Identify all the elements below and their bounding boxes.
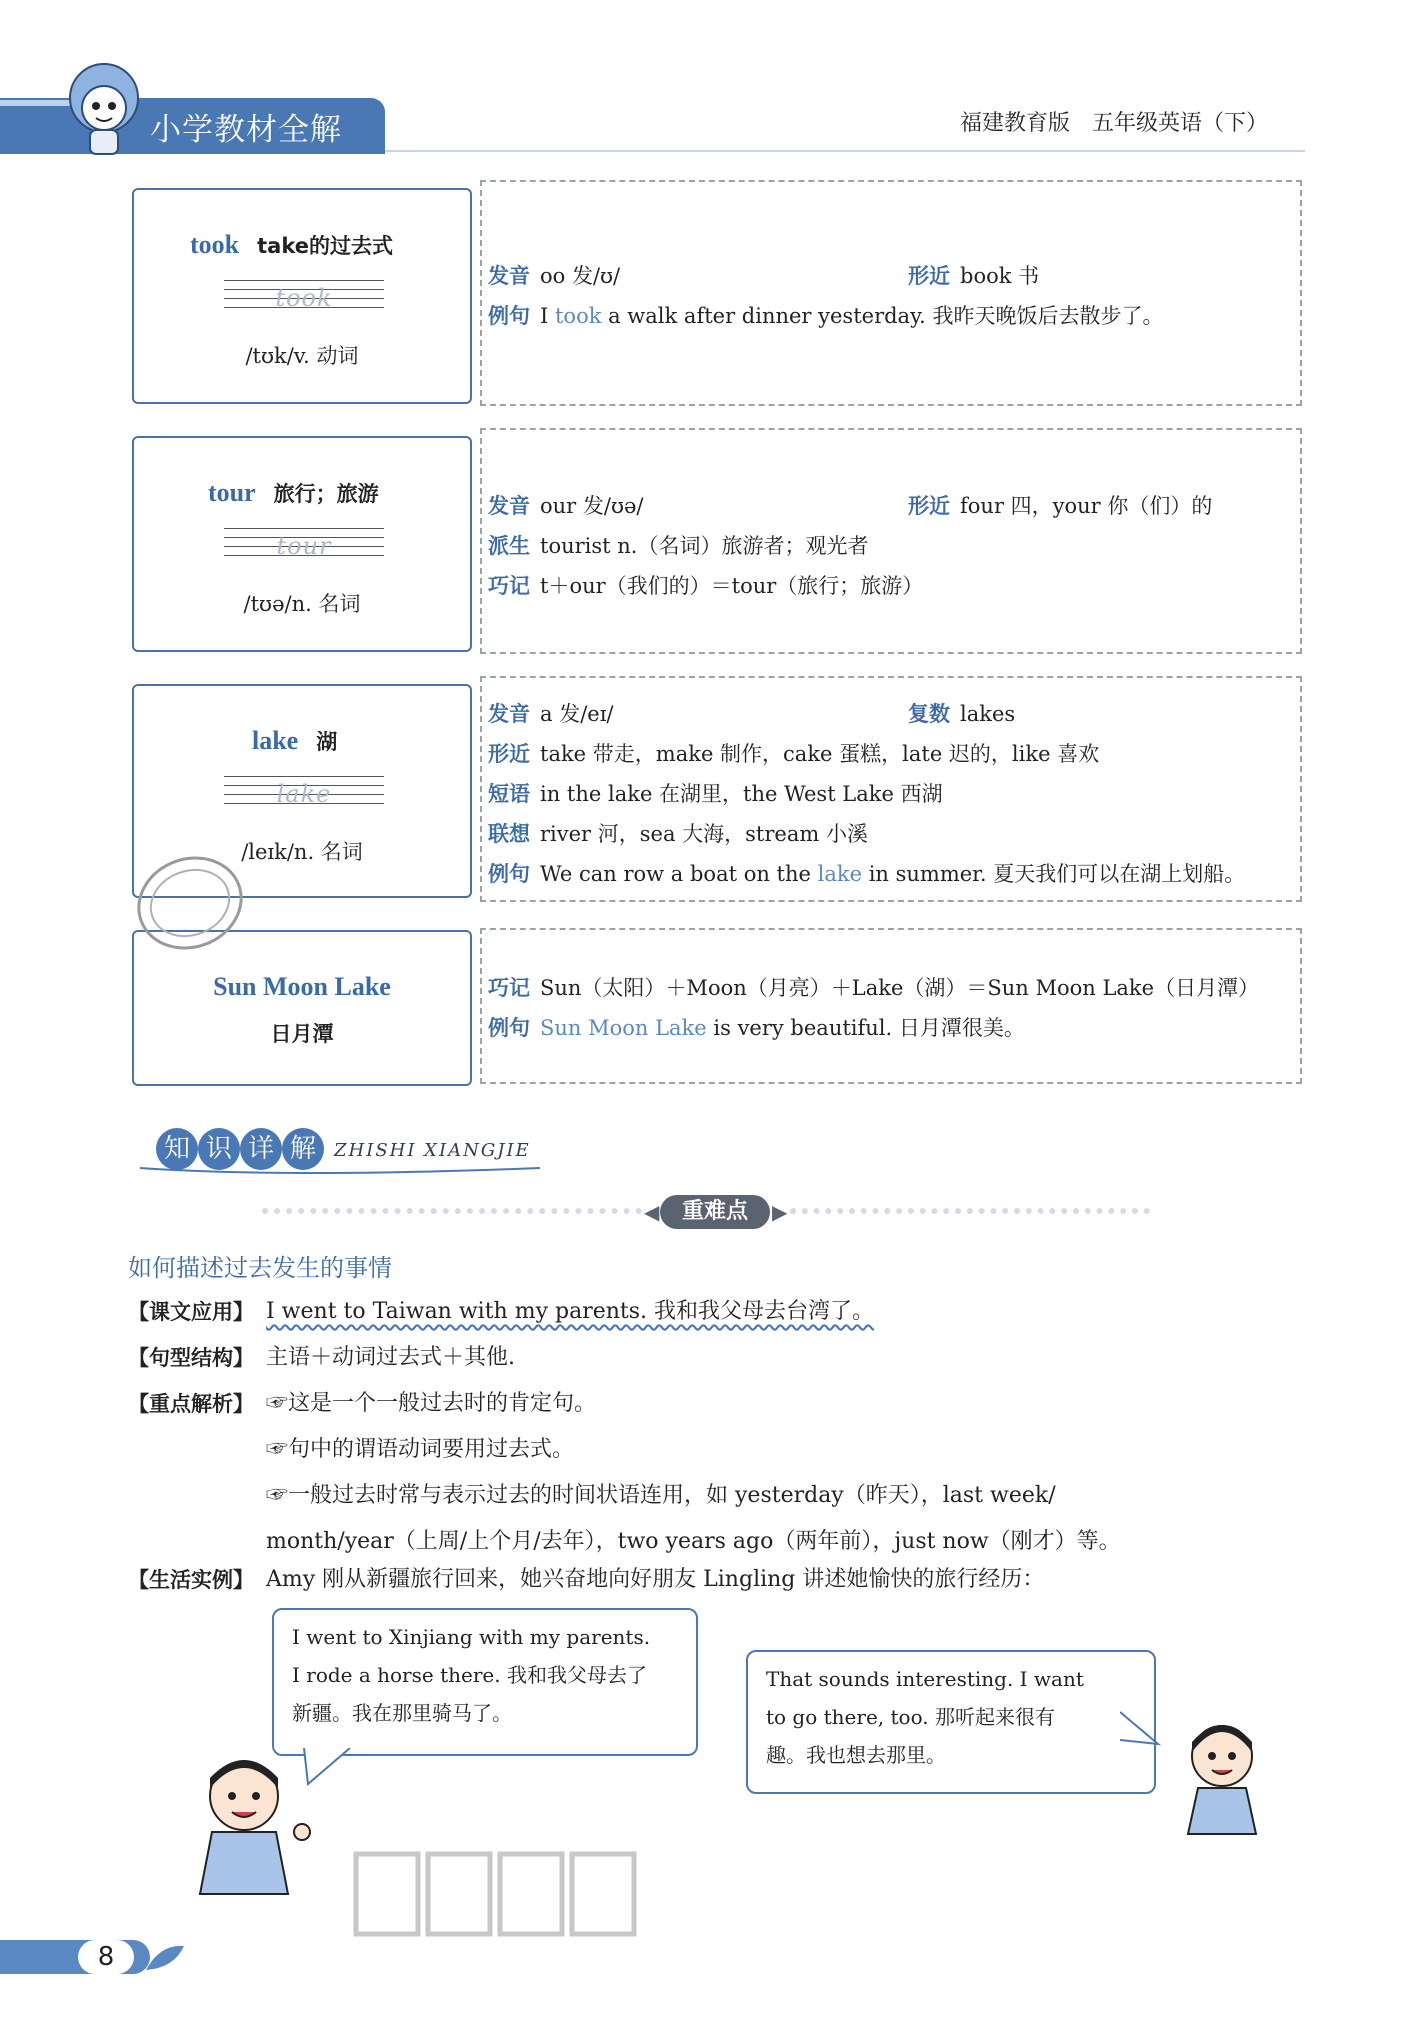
question-title: 如何描述过去发生的事情 xyxy=(128,1254,392,1282)
bubble-line: to go there, too. 那听起来很有 xyxy=(766,1705,1055,1729)
leaf-icon xyxy=(140,1940,190,1974)
bubble-line: I rode a horse there. 我和我父母去了 xyxy=(292,1663,647,1687)
bubble-line: 趣。我也想去那里。 xyxy=(766,1743,946,1767)
girl-lingling-illustration xyxy=(1172,1712,1272,1836)
key-analysis-3: ☞一般过去时常与表示过去的时间状语连用，如 yesterday（昨天），last week/ xyxy=(266,1483,1056,1508)
example-row: 例句 Sun Moon Lake is very beautiful. 日月潭很美。 xyxy=(488,1016,1025,1040)
bubble-tail-right xyxy=(1120,1708,1162,1752)
word: tour xyxy=(208,478,256,507)
detail-row: 发音 our 发/ʊə/ xyxy=(488,494,644,518)
example-row: 例句 We can row a boat on the lake in summer. 夏天我们可以在湖上划船。 xyxy=(488,862,1246,886)
word-meaning: 湖 xyxy=(316,730,338,754)
detail-row: 巧记 t＋our（我们的）＝tour（旅行；旅游） xyxy=(488,574,924,598)
bubble-line: I went to Xinjiang with my parents. xyxy=(292,1625,651,1649)
stamp-icon xyxy=(130,848,250,958)
tag-life-example: 【生活实例】 xyxy=(128,1568,254,1592)
example-row: 例句 I took a walk after dinner yesterday. 我昨天晚饭后去散步了。 xyxy=(488,304,1164,328)
bubble-line: 新疆。我在那里骑马了。 xyxy=(292,1701,512,1725)
key-analysis-1: ☞这是一个一般过去时的肯定句。 xyxy=(266,1391,597,1416)
key-analysis-3-cont: month/year（上周/上个月/去年），two years ago（两年前），just now（刚才）等。 xyxy=(266,1529,1121,1554)
handwriting: tour xyxy=(276,532,332,560)
book-title: 小学教材全解 xyxy=(150,112,342,148)
phonetic: /tʊə/n. 名词 xyxy=(243,592,361,616)
mascot-icon xyxy=(58,58,150,162)
word-meaning: 旅行；旅游 xyxy=(273,482,379,506)
detail-box-tour xyxy=(480,428,1302,654)
detail-row: 联想 river 河，sea 大海，stream 小溪 xyxy=(488,822,868,846)
life-example: Amy 刚从新疆旅行回来，她兴奋地向好朋友 Lingling 讲述她愉快的旅行经历： xyxy=(266,1567,1045,1592)
detail-row: 发音 a 发/eɪ/ xyxy=(488,702,614,726)
page-number: 8 xyxy=(78,1940,134,1974)
tag-sentence-structure: 【句型结构】 xyxy=(128,1346,254,1370)
detail-box-lake xyxy=(480,676,1302,902)
header-rule xyxy=(385,150,1305,152)
text-application: I went to Taiwan with my parents. 我和我父母去台湾了。 xyxy=(266,1299,875,1324)
section-char: 识 xyxy=(198,1128,240,1170)
detail-box-sun-moon-lake xyxy=(480,928,1302,1084)
copy-lines xyxy=(224,528,384,562)
word-card-took xyxy=(132,188,472,404)
copy-lines xyxy=(224,280,384,314)
section-pinyin: ZHISHI XIANGJIE xyxy=(334,1140,531,1161)
speech-bubble-right xyxy=(746,1650,1156,1794)
arrow-right-icon: ▶ xyxy=(772,1200,788,1224)
word-meaning: 日月潭 xyxy=(270,1022,334,1046)
section-char: 解 xyxy=(282,1128,324,1170)
handwriting: lake xyxy=(276,780,332,808)
tag-key-analysis: 【重点解析】 xyxy=(128,1392,254,1416)
word: lake xyxy=(252,726,299,755)
detail-row: 形近 four 四，your 你（们）的 xyxy=(908,494,1213,518)
bubble-line: That sounds interesting. I want xyxy=(766,1667,1084,1691)
section-char: 知 xyxy=(156,1128,198,1170)
watermark-logo xyxy=(350,1840,650,1950)
sentence-structure: 主语＋动词过去式＋其他. xyxy=(266,1345,515,1370)
copy-lines xyxy=(224,776,384,810)
arrow-left-icon: ◀ xyxy=(644,1200,660,1224)
section-char: 详 xyxy=(240,1128,282,1170)
detail-row: 形近 book 书 xyxy=(908,264,1040,288)
detail-row: 巧记 Sun（太阳）＋Moon（月亮）＋Lake（湖）＝Sun Moon Lake（日月潭） xyxy=(488,976,1260,1000)
detail-row: 形近 take 带走，make 制作，cake 蛋糕，late 迟的，like 喜欢 xyxy=(488,742,1100,766)
handwriting: took xyxy=(275,284,333,312)
detail-row: 派生 tourist n.（名词）旅游者；观光者 xyxy=(488,534,869,558)
tag-text-application: 【课文应用】 xyxy=(128,1300,254,1324)
word: Sun Moon Lake xyxy=(213,972,391,1001)
detail-box-took xyxy=(480,180,1302,406)
edition-label: 福建教育版 五年级英语（下） xyxy=(960,111,1269,136)
word: took xyxy=(190,230,240,259)
dotted-rule-right xyxy=(790,1208,1150,1214)
girl-amy-illustration xyxy=(176,1748,316,1898)
word-meaning: take的过去式 xyxy=(257,234,393,258)
word-card-tour xyxy=(132,436,472,652)
dotted-rule-left xyxy=(262,1208,642,1214)
phonetic: /leɪk/n. 名词 xyxy=(241,840,363,864)
detail-row: 发音 oo 发/ʊ/ xyxy=(488,264,621,288)
detail-row: 短语 in the lake 在湖里，the West Lake 西湖 xyxy=(488,782,943,806)
key-point-badge: 重难点 xyxy=(660,1195,770,1229)
detail-row: 复数 lakes xyxy=(908,702,1016,726)
speech-bubble-left xyxy=(272,1608,698,1756)
key-analysis-2: ☞句中的谓语动词要用过去式。 xyxy=(266,1437,575,1462)
phonetic: /tʊk/v. 动词 xyxy=(245,344,359,368)
